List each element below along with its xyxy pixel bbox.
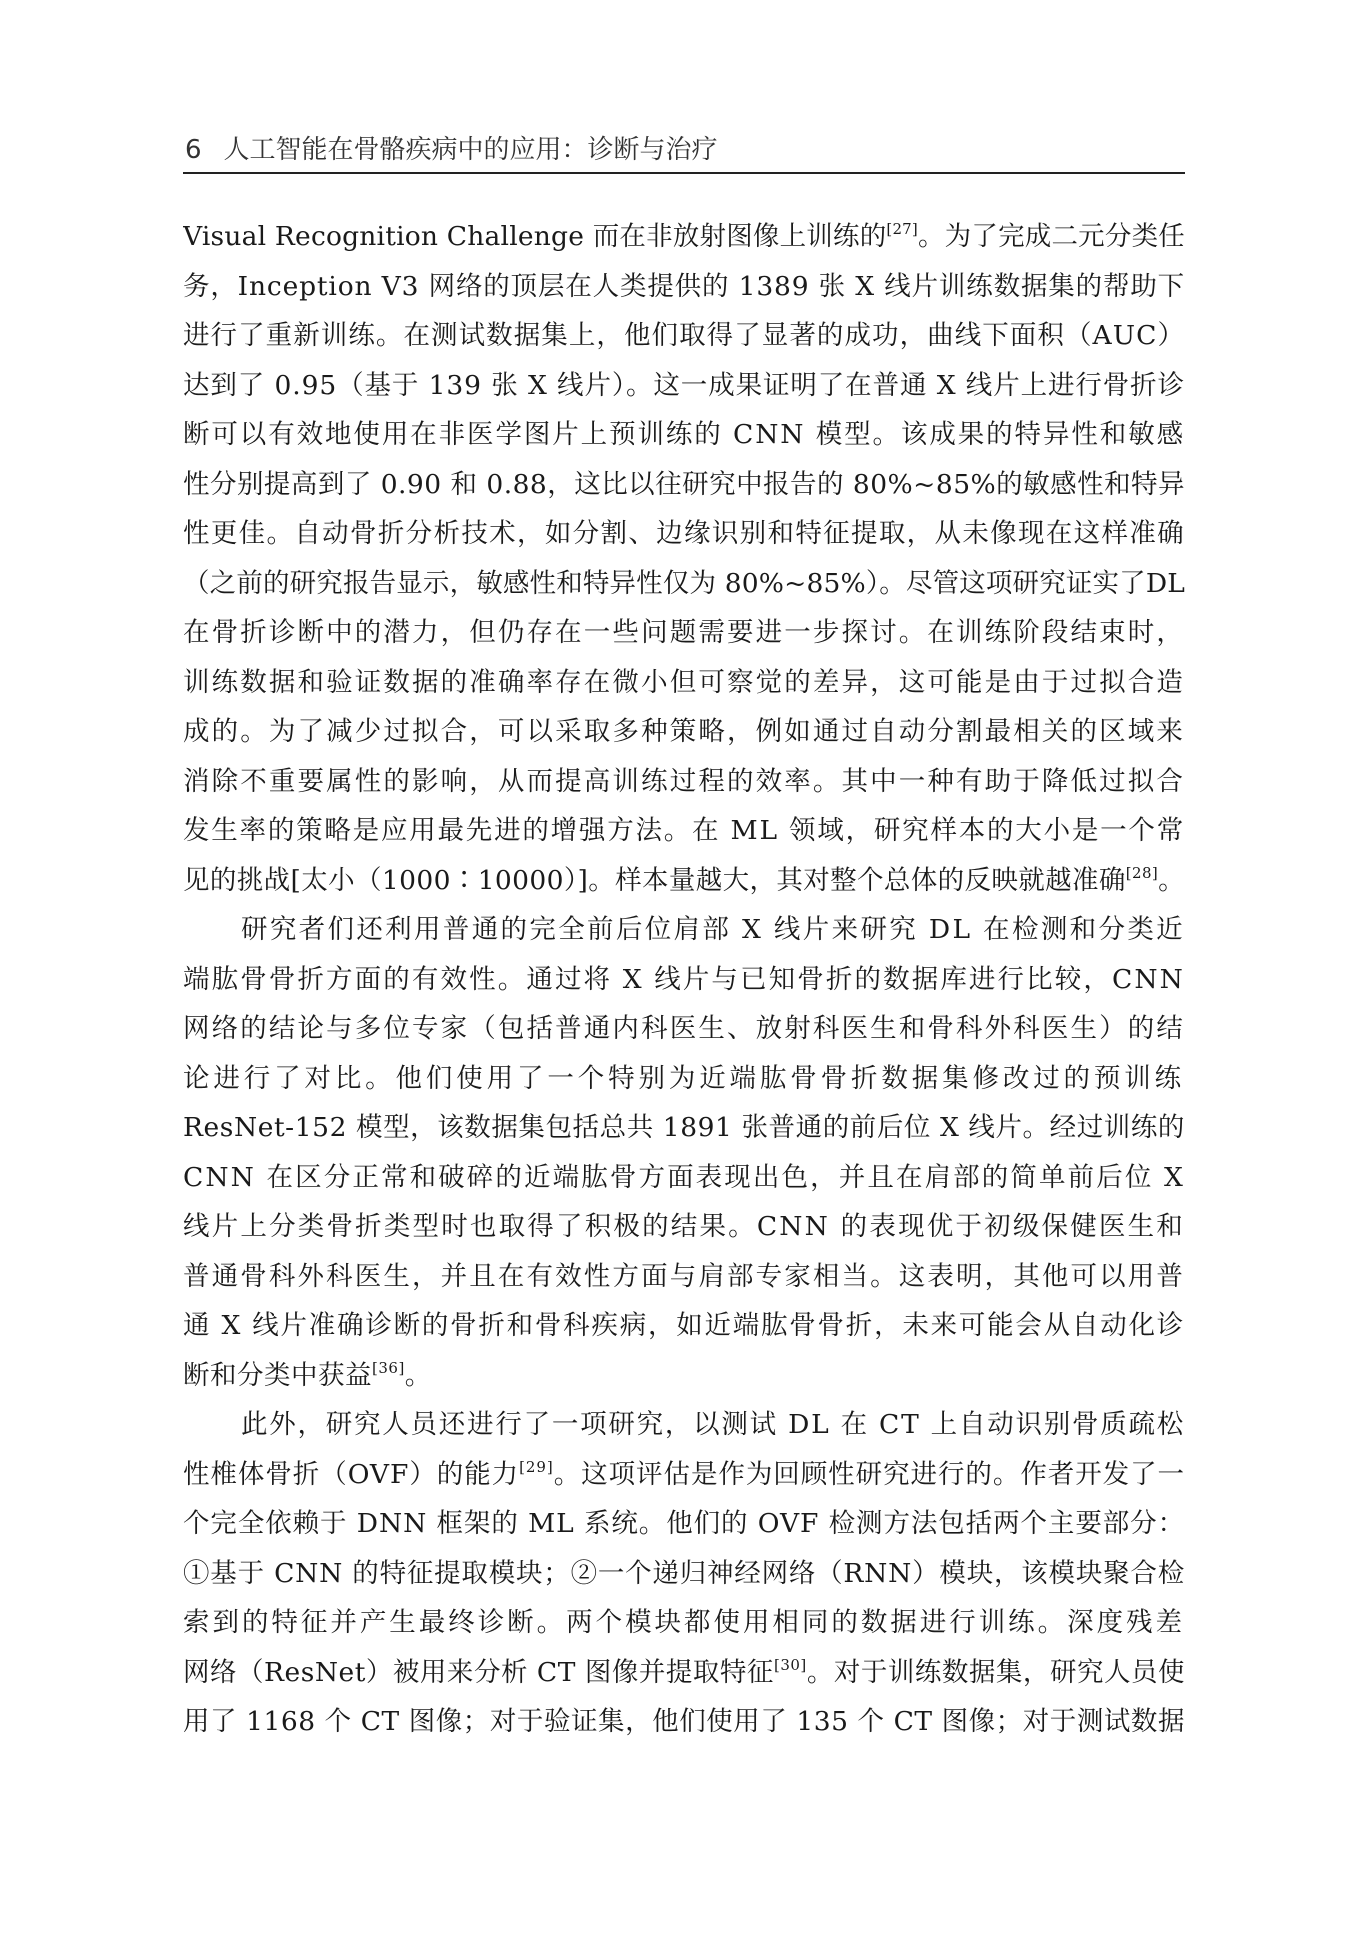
- line-text: 论进行了对比。他们使用了一个特别为近端肱骨骨折数据集修改过的预训练: [183, 1062, 1185, 1094]
- text-line: [183, 1202, 1185, 1252]
- text-line: [183, 1499, 1185, 1549]
- line-text: （之前的研究报告显示，敏感性和特异性仅为 80%~85%）。尽管这项研究证实了DL: [183, 567, 1185, 599]
- line-text: 达到了 0.95（基于 139 张 X 线片）。这一成果证明了在普通 X 线片上进行骨折诊: [183, 369, 1185, 401]
- line-text: 断可以有效地使用在非医学图片上预训练的 CNN 模型。该成果的特异性和敏感: [183, 419, 1185, 450]
- text-line: [183, 1450, 1185, 1500]
- text-line: [183, 856, 1185, 906]
- line-text: ResNet-152 模型，该数据集包括总共 1891 张普通的前后位 X 线片。经过训练的: [183, 1112, 1185, 1143]
- text-line: [183, 1103, 1185, 1153]
- line-text: 此外，研究人员还进行了一项研究，以测试 DL 在 CT 上自动识别骨质疏松: [241, 1409, 1185, 1440]
- text-line: [183, 955, 1185, 1005]
- text-line: [183, 410, 1185, 460]
- line-text: 端肱骨骨折方面的有效性。通过将 X 线片与已知骨折的数据库进行比较，CNN: [183, 963, 1185, 995]
- text-line: [183, 1598, 1185, 1648]
- text-line: [183, 1153, 1185, 1203]
- citation-ref: [27]: [886, 220, 918, 238]
- page-number: 6: [185, 135, 202, 165]
- text-line: [183, 1351, 1185, 1401]
- citation-ref: [36]: [372, 1358, 405, 1377]
- line-text: 普通骨科外科医生，并且在有效性方面与肩部专家相当。这表明，其他可以用普: [183, 1260, 1185, 1292]
- line-text: 消除不重要属性的影响，从而提高训练过程的效率。其中一种有助于降低过拟合: [183, 765, 1185, 797]
- text-line: [183, 905, 1185, 955]
- line-text: Visual Recognition Challenge 而在非放射图像上训练的: [183, 221, 887, 252]
- text-line: [183, 1252, 1185, 1302]
- line-text: ①基于 CNN 的特征提取模块；②一个递归神经网络（RNN）模块，该模块聚合检: [183, 1557, 1185, 1589]
- text-line: [183, 658, 1185, 708]
- line-text: 性椎体骨折（OVF）的能力: [183, 1458, 520, 1490]
- text-line: [183, 212, 1185, 262]
- book-title: 人工智能在骨骼疾病中的应用：诊断与治疗: [223, 135, 718, 165]
- text-line: [183, 460, 1185, 510]
- line-text: 线片上分类骨折类型时也取得了积极的结果。CNN 的表现优于初级保健医生和: [183, 1211, 1185, 1242]
- text-line: [183, 559, 1185, 609]
- text-line: [183, 707, 1185, 757]
- citation-ref: [29]: [519, 1457, 554, 1476]
- line-text: 训练数据和验证数据的准确率存在微小但可察觉的差异，这可能是由于过拟合造: [183, 666, 1185, 698]
- line-text: 在骨折诊断中的潜力，但仍存在一些问题需要进一步探讨。在训练阶段结束时，: [183, 617, 1185, 648]
- line-text: 网络（ResNet）被用来分析 CT 图像并提取特征: [183, 1656, 774, 1688]
- line-text-tail: 。这项评估是作为回顾性研究进行的。作者开发了一: [553, 1458, 1185, 1490]
- line-text: 见的挑战[太小（1000∶10000）]。样本量越大，其对整个总体的反映就越准确: [183, 864, 1126, 896]
- line-text: 个完全依赖于 DNN 框架的 ML 系统。他们的 OVF 检测方法包括两个主要部分：: [183, 1508, 1185, 1539]
- text-line: [183, 1004, 1185, 1054]
- text-line: [183, 1697, 1185, 1747]
- citation-ref: [30]: [773, 1655, 807, 1674]
- text-line: [183, 1054, 1185, 1104]
- line-text: 研究者们还利用普通的完全前后位肩部 X 线片来研究 DL 在检测和分类近: [241, 914, 1185, 945]
- line-text: 务，Inception V3 网络的顶层在人类提供的 1389 张 X 线片训练数据集的帮助下: [183, 270, 1185, 302]
- text-line: [183, 509, 1185, 559]
- text-line: [183, 1400, 1185, 1450]
- text-line: [183, 1301, 1185, 1351]
- running-header: [183, 128, 1185, 174]
- text-line: [183, 361, 1185, 411]
- line-text: 通 X 线片准确诊断的骨折和骨科疾病，如近端肱骨骨折，未来可能会从自动化诊: [183, 1310, 1185, 1341]
- line-text: 性分别提高到了 0.90 和 0.88，这比以往研究中报告的 80%~85%的敏感性和特异: [183, 468, 1185, 500]
- text-line: [183, 806, 1185, 856]
- line-text-tail: 。: [404, 1359, 432, 1391]
- line-text-tail: 。: [1158, 864, 1185, 896]
- line-text: 进行了重新训练。在测试数据集上，他们取得了显著的成功，曲线下面积（AUC）: [183, 320, 1185, 351]
- line-text: 索到的特征并产生最终诊断。两个模块都使用相同的数据进行训练。深度残差: [183, 1607, 1185, 1638]
- line-text-tail: 。对于训练数据集，研究人员使: [806, 1656, 1185, 1688]
- body-text: [183, 212, 1185, 1747]
- line-text: 网络的结论与多位专家（包括普通内科医生、放射科医生和骨科外科医生）的结: [183, 1013, 1185, 1044]
- line-text: 性更佳。自动骨折分析技术，如分割、边缘识别和特征提取，从未像现在这样准确: [183, 518, 1185, 549]
- text-line: [183, 311, 1185, 361]
- text-line: [183, 262, 1185, 312]
- text-line: [183, 1549, 1185, 1599]
- text-line: [183, 757, 1185, 807]
- line-text: 发生率的策略是应用最先进的增强方法。在 ML 领域，研究样本的大小是一个常: [183, 815, 1185, 846]
- line-text: 成的。为了减少过拟合，可以采取多种策略，例如通过自动分割最相关的区域来: [183, 716, 1185, 747]
- text-line: [183, 608, 1185, 658]
- line-text-tail: 。为了完成二元分类任: [917, 221, 1185, 252]
- line-text: CNN 在区分正常和破碎的近端肱骨方面表现出色，并且在肩部的简单前后位 X: [183, 1161, 1185, 1193]
- line-text: 断和分类中获益: [183, 1359, 372, 1391]
- text-line: [183, 1648, 1185, 1698]
- citation-ref: [28]: [1125, 863, 1159, 882]
- line-text: 用了 1168 个 CT 图像；对于验证集，他们使用了 135 个 CT 图像；对于测试数据: [183, 1706, 1185, 1737]
